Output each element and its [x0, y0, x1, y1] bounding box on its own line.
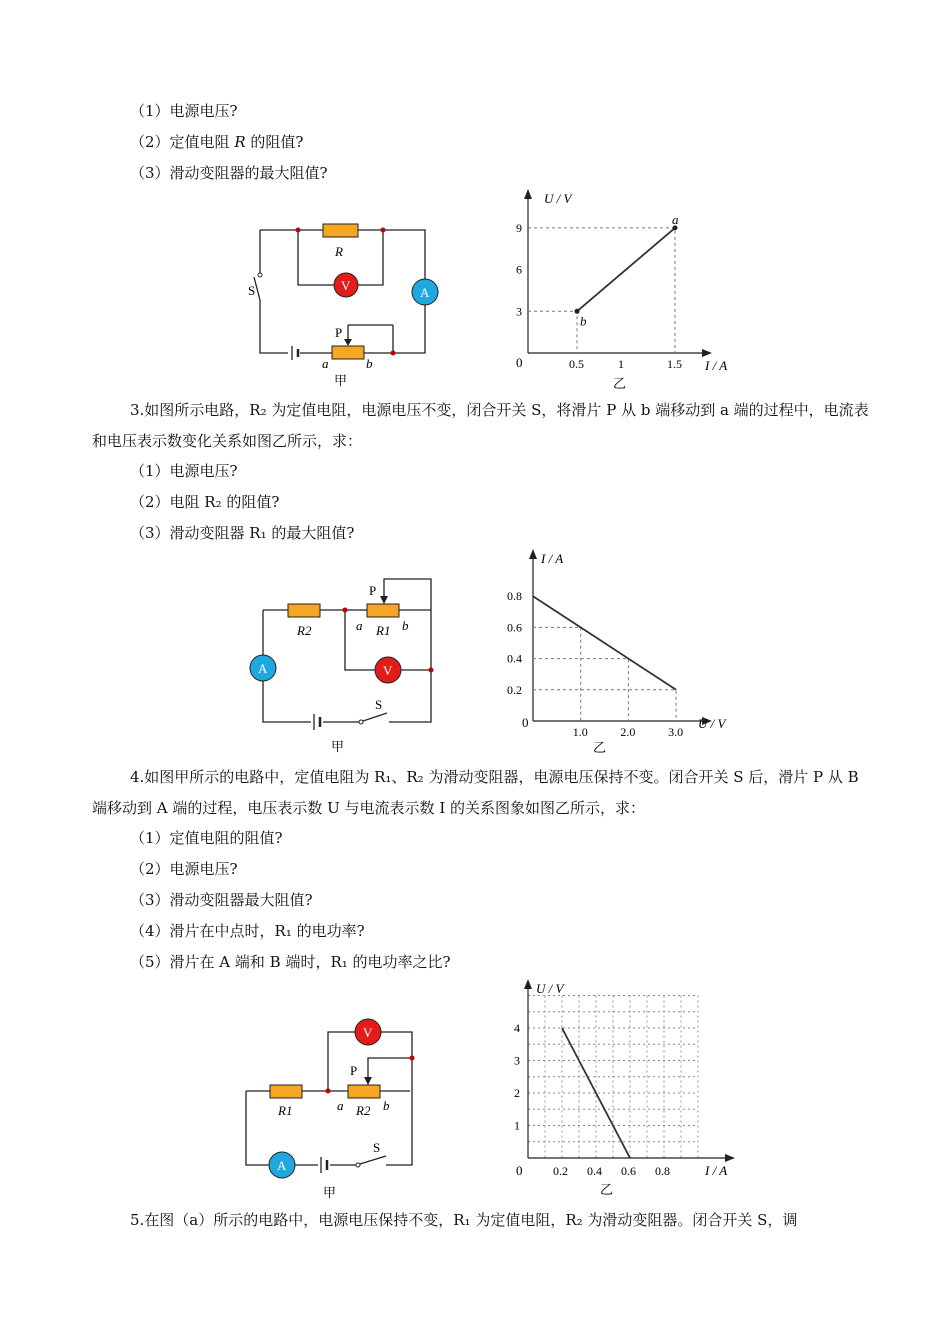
r1-label: R1 [376, 623, 391, 638]
rheostat-r1 [367, 604, 399, 617]
rheostat [332, 346, 364, 359]
point-a-label: a [672, 211, 679, 227]
voltmeter-label: V [363, 1025, 373, 1040]
x-axis-label: I / A [705, 1163, 728, 1178]
question-4-1: （1）定值电阻的阻值? [130, 829, 283, 847]
circuit-caption: 甲 [323, 1185, 337, 1200]
switch-label: S [373, 1140, 381, 1155]
question-3-3: （3）滑动变阻器 R₁ 的最大阻值? [130, 524, 355, 542]
end-a-label: a [322, 356, 329, 371]
graph-caption: 乙 [600, 1182, 614, 1197]
graph-1 [500, 185, 750, 395]
slider-label: P [335, 325, 343, 340]
r2-label: R2 [297, 623, 312, 638]
guide-line [533, 627, 581, 721]
r1-label: R1 [278, 1103, 293, 1118]
y-tick-label: 9 [516, 220, 522, 235]
question-4-3: （3）滑动变阻器最大阻值? [130, 891, 313, 909]
slider-label: P [369, 583, 377, 598]
circuit-caption: 甲 [334, 373, 348, 388]
x-tick-label: 1.5 [667, 357, 682, 371]
slider-label: P [350, 1063, 358, 1078]
end-b-label: b [366, 356, 373, 371]
question-1-1: （1）电源电压? [130, 102, 238, 120]
problem-4-text: 4.如图甲所示的电路中，定值电阻为 R₁、R₂ 为滑动变阻器，电源电压保持不变。闭合开关 S 后，滑片 P 从 B 端移动到 A 端的过程，电压表示数 U 与电流表示数 I 的关系图象如图乙所示，求： [92, 768, 859, 817]
data-point [575, 309, 580, 314]
question-4-2: （2）电源电压? [130, 860, 238, 878]
rheostat-r2 [348, 1085, 380, 1098]
circuit-diagram-3 [240, 1015, 430, 1205]
guide-line [528, 311, 577, 353]
graph-caption: 乙 [613, 376, 627, 391]
origin-label: 0 [516, 1163, 523, 1178]
y-tick-label: 4 [514, 1021, 520, 1035]
origin-label: 0 [522, 715, 529, 730]
resistor-r2 [288, 604, 320, 617]
x-tick-label: 1.0 [572, 725, 588, 739]
switch-label: S [375, 697, 383, 712]
origin-label: 0 [516, 355, 523, 370]
graph-2 [495, 545, 745, 760]
data-line [577, 228, 675, 311]
ammeter-label: A [420, 285, 430, 300]
circuit-diagram-2 [245, 575, 445, 755]
end-a-label: a [337, 1098, 344, 1113]
resistor-r-label: R [335, 244, 343, 259]
y-tick-label: 1 [514, 1118, 520, 1133]
r2-label: R2 [356, 1103, 371, 1118]
problem-5-text: 5.在图（a）所示的电路中，电源电压保持不变，R₁ 为定值电阻，R₂ 为滑动变阻器。闭合开关 S，调 [130, 1211, 798, 1229]
question-1-3: （3）滑动变阻器的最大阻值? [130, 164, 328, 182]
ammeter-label: A [258, 661, 268, 676]
end-b-label: b [383, 1098, 390, 1113]
y-axis-label: I / A [541, 551, 564, 566]
problem-3-text: 3.如图所示电路，R₂ 为定值电阻，电源电压不变，闭合开关 S，将滑片 P 从 b 端移动到 a 端的过程中，电流表和电压表示数变化关系如图乙所示，求： [92, 401, 869, 450]
y-tick-label: 6 [516, 262, 522, 277]
resistor-r [323, 224, 358, 237]
ammeter-label: A [277, 1158, 287, 1173]
question-4-4: （4）滑片在中点时，R₁ 的电功率? [130, 922, 365, 940]
y-tick-label: 3 [514, 1053, 520, 1068]
end-b-label: b [402, 618, 409, 633]
voltmeter-label: V [341, 278, 351, 293]
question-1-2: （2）定值电阻 R 的阻值? [130, 133, 304, 151]
y-axis-label: U / V [544, 191, 572, 206]
question-3-1: （1）电源电压? [130, 462, 238, 480]
point-b-label: b [580, 313, 587, 329]
x-tick-label: 0.4 [587, 1164, 602, 1178]
switch-label: S [248, 283, 256, 298]
x-tick-label: 0.2 [553, 1164, 568, 1178]
x-tick-label: 3.0 [668, 725, 684, 739]
end-a-label: a [356, 618, 363, 633]
question-4-5: （5）滑片在 A 端和 B 端时，R₁ 的电功率之比? [130, 953, 451, 971]
graph-3 [500, 975, 750, 1200]
question-3-2: （2）电阻 R₂ 的阻值? [130, 493, 280, 511]
data-line [533, 596, 676, 690]
y-axis-label: U / V [536, 981, 564, 996]
y-tick-label: 0.4 [507, 651, 522, 666]
resistor-r1 [270, 1085, 302, 1098]
x-tick-label: 2.0 [620, 725, 636, 739]
y-tick-label: 0.8 [507, 589, 522, 604]
y-tick-label: 0.6 [507, 620, 522, 635]
y-tick-label: 2 [514, 1086, 520, 1100]
x-tick-label: 0.6 [621, 1164, 636, 1178]
x-tick-label: 1 [618, 357, 624, 371]
x-tick-label: 0.5 [569, 357, 584, 371]
circuit-caption: 甲 [331, 739, 345, 754]
y-tick-label: 0.2 [507, 682, 522, 697]
x-axis-label: U / V [698, 716, 726, 731]
x-tick-label: 0.8 [655, 1164, 670, 1178]
x-axis-label: I / A [705, 358, 728, 373]
y-tick-label: 3 [516, 304, 522, 319]
guide-line [533, 690, 676, 721]
voltmeter-label: V [383, 663, 393, 678]
circuit-diagram-1 [250, 215, 450, 390]
graph-caption: 乙 [593, 740, 607, 755]
